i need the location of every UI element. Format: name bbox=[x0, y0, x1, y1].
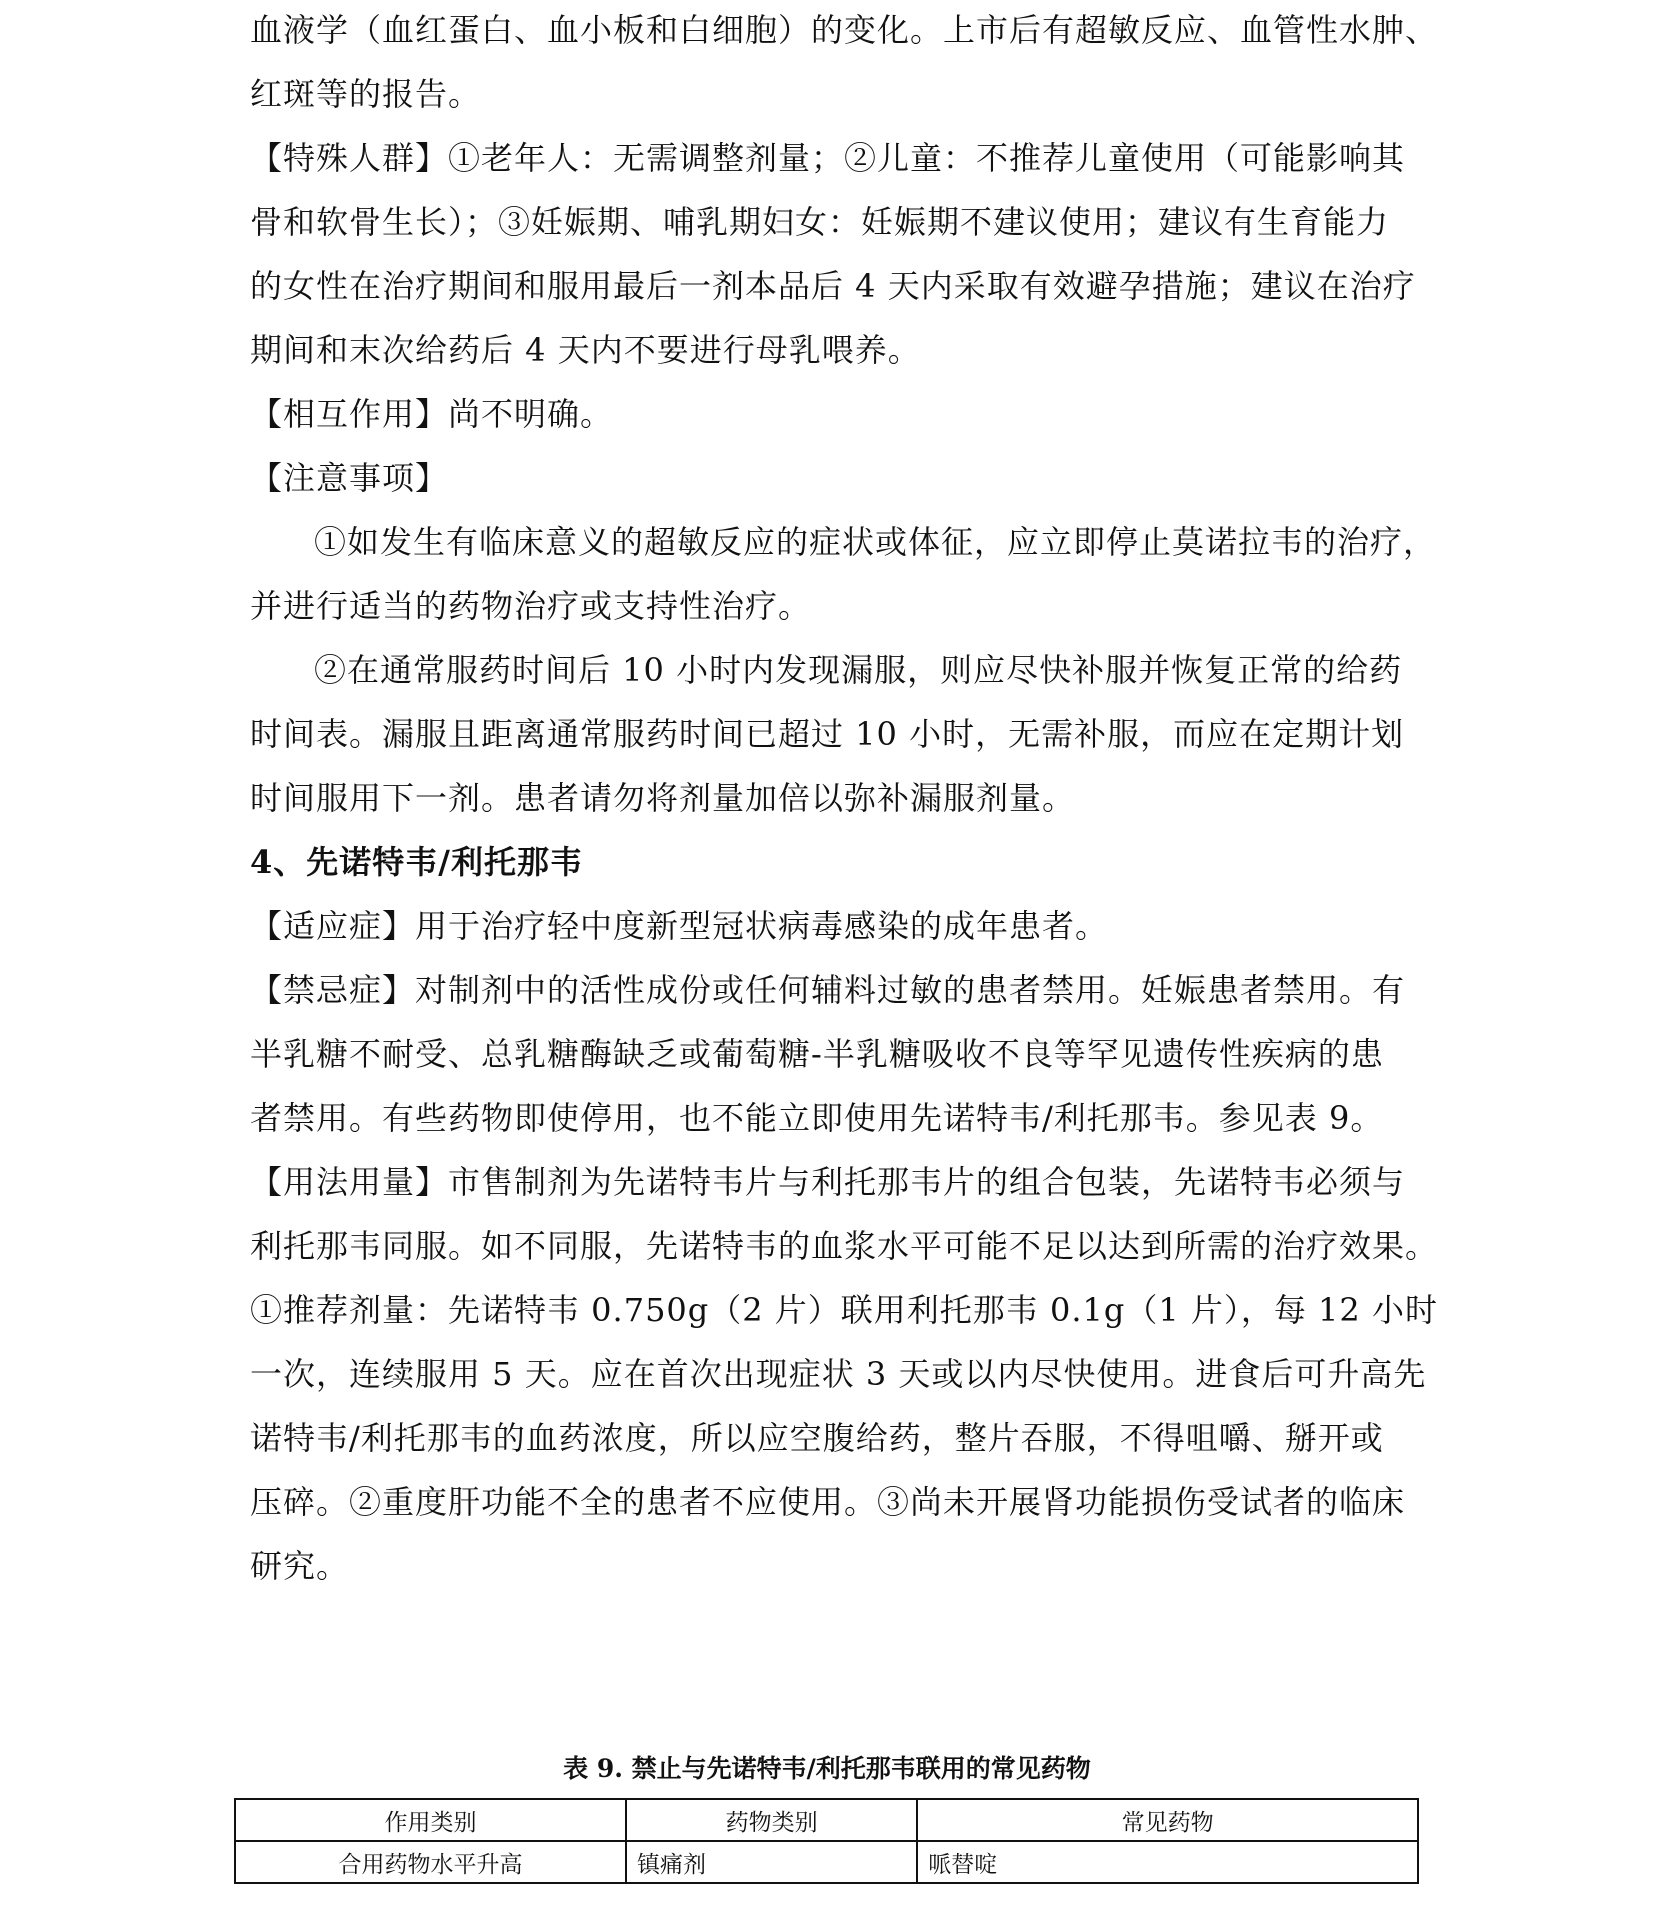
text-line: 【注意事项】 bbox=[250, 459, 449, 497]
text-line: 【用法用量】市售制剂为先诺特韦片与利托那韦片的组合包装，先诺特韦必须与 bbox=[250, 1163, 1406, 1201]
text-line: 【禁忌症】对制剂中的活性成份或任何辅料过敏的患者禁用。妊娠患者禁用。有 bbox=[250, 971, 1406, 1009]
text-line: 并进行适当的药物治疗或支持性治疗。 bbox=[250, 587, 812, 625]
text-line: 研究。 bbox=[250, 1547, 350, 1585]
table-header-cell: 药物类别 bbox=[626, 1799, 917, 1841]
text-line: 【适应症】用于治疗轻中度新型冠状病毒感染的成年患者。 bbox=[250, 907, 1109, 945]
text-line: 时间表。漏服且距离通常服药时间已超过 10 小时，无需补服，而应在定期计划 bbox=[250, 715, 1405, 753]
text-line: 期间和末次给药后 4 天内不要进行母乳喂养。 bbox=[250, 331, 921, 369]
text-line: 时间服用下一剂。患者请勿将剂量加倍以弥补漏服剂量。 bbox=[250, 779, 1076, 817]
text-line: ①推荐剂量：先诺特韦 0.750g（2 片）联用利托那韦 0.1g（1 片），每 12 小时 bbox=[250, 1291, 1438, 1329]
text-line: 压碎。②重度肝功能不全的患者不应使用。③尚未开展肾功能损伤受试者的临床 bbox=[250, 1483, 1406, 1521]
text-line: ①如发生有临床意义的超敏反应的症状或体征，应立即停止莫诺拉韦的治疗， bbox=[314, 523, 1437, 561]
text-line: 利托那韦同服。如不同服，先诺特韦的血浆水平可能不足以达到所需的治疗效果。 bbox=[250, 1227, 1439, 1265]
text-line: 的女性在治疗期间和服用最后一剂本品后 4 天内采取有效避孕措施；建议在治疗 bbox=[250, 267, 1416, 305]
text-line: ②在通常服药时间后 10 小时内发现漏服，则应尽快补服并恢复正常的给药 bbox=[314, 651, 1403, 689]
text-line: 红斑等的报告。 bbox=[250, 75, 482, 113]
text-line: 诺特韦/利托那韦的血药浓度，所以应空腹给药，整片吞服，不得咀嚼、掰开或 bbox=[250, 1419, 1384, 1457]
table-header-cell: 作用类别 bbox=[235, 1799, 626, 1841]
drug-table bbox=[234, 1798, 1419, 1884]
table-cell: 镇痛剂 bbox=[626, 1841, 917, 1883]
text-line: 【相互作用】尚不明确。 bbox=[250, 395, 614, 433]
table-header-row bbox=[235, 1799, 1418, 1841]
section-heading: 4、先诺特韦/利托那韦 bbox=[250, 843, 583, 881]
table-cell: 哌替啶 bbox=[917, 1841, 1418, 1883]
text-line: 半乳糖不耐受、总乳糖酶缺乏或葡萄糖-半乳糖吸收不良等罕见遗传性疾病的患 bbox=[250, 1035, 1384, 1073]
text-line: 血液学（血红蛋白、血小板和白细胞）的变化。上市后有超敏反应、血管性水肿、 bbox=[250, 11, 1439, 49]
text-line: 骨和软骨生长）；③妊娠期、哺乳期妇女：妊娠期不建议使用；建议有生育能力 bbox=[250, 203, 1390, 241]
table-cell: 合用药物水平升高 bbox=[235, 1841, 626, 1883]
text-line: 一次，连续服用 5 天。应在首次出现症状 3 天或以内尽快使用。进食后可升高先 bbox=[250, 1355, 1427, 1393]
text-line: 者禁用。有些药物即使停用，也不能立即使用先诺特韦/利托那韦。参见表 9。 bbox=[250, 1099, 1384, 1137]
table-caption: 表 9. 禁止与先诺特韦/利托那韦联用的常见药物 bbox=[563, 1754, 1091, 1783]
table-row bbox=[235, 1841, 1418, 1883]
text-line: 【特殊人群】①老年人：无需调整剂量；②儿童：不推荐儿童使用（可能影响其 bbox=[250, 139, 1406, 177]
table-header-cell: 常见药物 bbox=[917, 1799, 1418, 1841]
